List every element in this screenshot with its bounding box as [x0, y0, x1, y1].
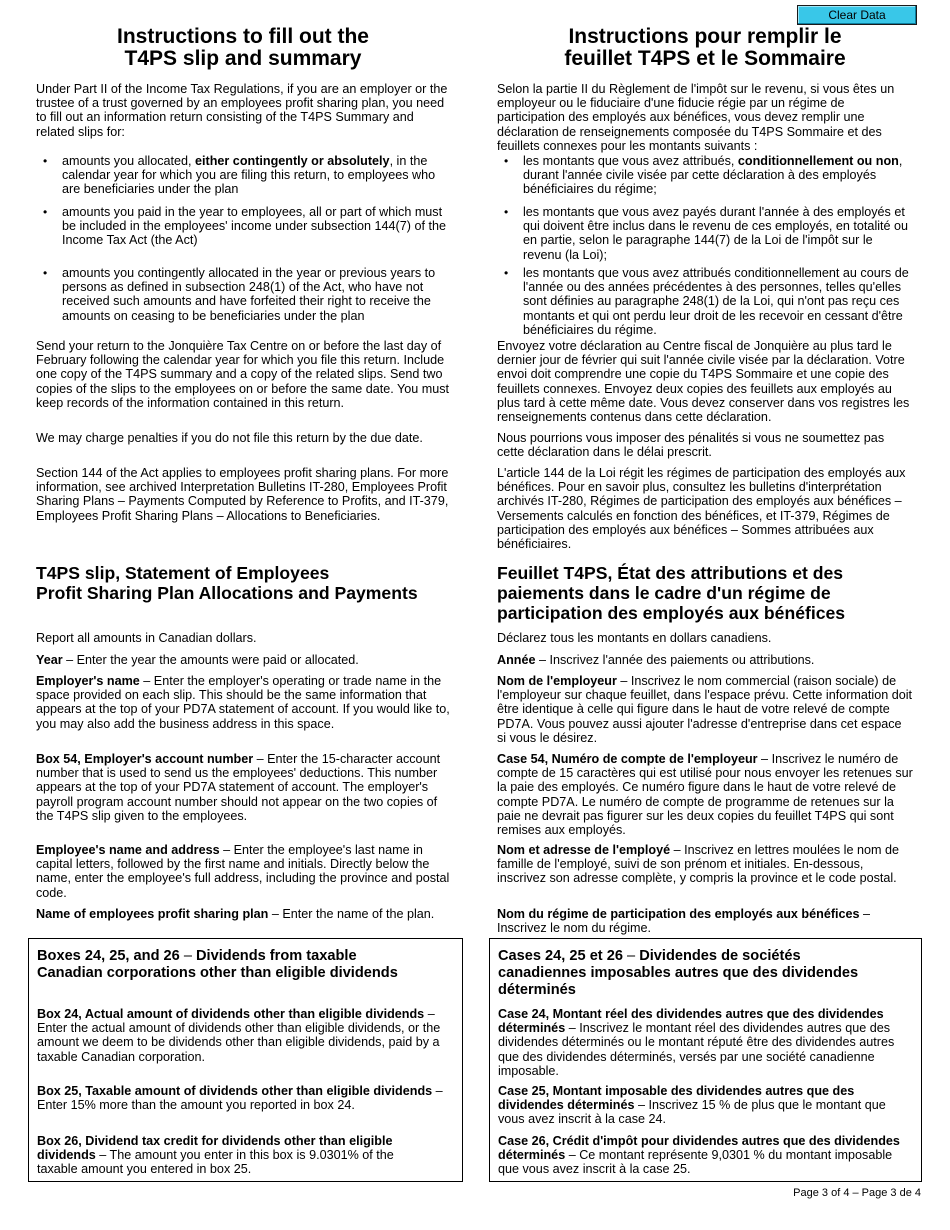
en-box25: Box 25, Taxable amount of dividends other than eligible dividends – Enter 15% more than the amount you reported in box 24.	[37, 1084, 443, 1113]
fr-year: Année – Inscrivez l'année des paiements ou attributions.	[497, 653, 815, 667]
en-report: Report all amounts in Canadian dollars.	[36, 631, 257, 645]
list-item: • amounts you paid in the year to employees, all or part of which must be included in the employees' income under subsection 144(7) of the Income Tax Act (the Act)	[36, 205, 450, 248]
en-box54: Box 54, Employer's account number – Enter the 15-character account number that is used to send us the employees' deductions. This number appears at the top of your PD7A statement of account. The employer's payroll program account number should not appear on the two copies of the T4PS slip given to the employees.	[36, 752, 441, 823]
fr-employer-name: Nom de l'employeur – Inscrivez le nom commercial (raison sociale) de l'employeur sur chaque feuillet, dans l'espace prévu. Cette information doit être identique à celle qui figure dans le haut de votre relevé de compte PD7A. Vous pouvez aussi ajouter l'adresse d'entreprise dans cet espace si vous le désirez.	[497, 674, 913, 745]
en-box24: Box 24, Actual amount of dividends other than eligible dividends – Enter the actual amount of dividends other than eligible dividends, or the amount we deem to be dividends other than eligible dividends, paid by a taxable Canadian corporation.	[37, 1007, 441, 1064]
fr-box25: Case 25, Montant imposable des dividendes autres que des dividendes déterminés – Inscrivez 15 % de plus que le montant que vous avez inscrit à la case 24.	[498, 1084, 886, 1127]
fr-employee-name: Nom et adresse de l'employé – Inscrivez en lettres moulées le nom de famille de l'employé, suivi de son prénom et initiales. En-dessous, inscrivez son adresse complète, y compris la province et le code postal.	[497, 843, 899, 886]
en-send-paragraph: Send your return to the Jonquière Tax Centre on or before the last day of February following the calendar year for which you file this return. Include one copy of the T4PS summary and a copy of the related slips. Send two copies of the slips to the employees on or before the same date. You must keep records of the information contained in this return.	[36, 339, 450, 410]
clear-data-button[interactable]: Clear Data	[797, 5, 917, 25]
fr-box26: Case 26, Crédit d'impôt pour dividendes autres que des dividendes déterminés – Ce montant représente 9,0301 % du montant imposable que vous avez inscrit à la case 25.	[498, 1134, 900, 1177]
en-bullet-list-2	[36, 205, 450, 248]
en-slip-heading: T4PS slip, Statement of Employees Profit Sharing Plan Allocations and Payments	[36, 563, 418, 603]
en-dividends-box	[28, 938, 463, 1182]
en-bullet-list-3	[36, 266, 450, 323]
list-item: • les montants que vous avez attribués, conditionnellement ou non, durant l'année civile visée par cette déclaration à des employés bénéficiaires du régime;	[497, 154, 913, 197]
fr-slip-heading: Feuillet T4PS, État des attributions et des paiements dans le cadre d'un régime de participation des employés aux bénéfices	[497, 563, 846, 623]
en-intro: Under Part II of the Income Tax Regulations, if you are an employer or the trustee of a trust governed by an employees profit sharing plan, you need to fill out an information return consisting of the T4PS Summary and related slips for:	[36, 82, 448, 139]
en-plan-name: Name of employees profit sharing plan – Enter the name of the plan.	[36, 907, 435, 921]
en-dividends-heading: Boxes 24, 25, and 26 – Dividends from taxable Canadian corporations other than eligible dividends	[37, 948, 398, 981]
en-year: Year – Enter the year the amounts were paid or allocated.	[36, 653, 359, 667]
fr-bullet-list-2	[497, 205, 913, 262]
en-box26: Box 26, Dividend tax credit for dividends other than eligible dividends – The amount you enter in this box is 9.0301% of the taxable amount you entered in box 25.	[37, 1134, 394, 1177]
list-item: • les montants que vous avez payés durant l'année à des employés et qui doivent être inclus dans le revenu de ces employés, en totalité ou en partie, selon le paragraphe 144(7) de la Loi de l'impôt sur le revenu (la Loi);	[497, 205, 913, 262]
en-title: Instructions to fill out the T4PS slip and summary	[117, 25, 369, 70]
fr-plan-name: Nom du régime de participation des employés aux bénéfices – Inscrivez le nom du régime.	[497, 907, 871, 936]
en-penalties: We may charge penalties if you do not file this return by the due date.	[36, 431, 423, 445]
fr-bullet-list	[497, 154, 913, 197]
fr-box24: Case 24, Montant réel des dividendes autres que des dividendes déterminés – Inscrivez le montant réel des dividendes autres que des dividendes déterminés ou le montant réputé être des dividendes autres que des dividendes déterminés, versés par une société canadienne imposable.	[498, 1007, 895, 1078]
en-employee-name: Employee's name and address – Enter the employee's last name in capital letters, followed by the first name and initials. Directly below the name, enter the employee's full address, including the province and postal code.	[36, 843, 450, 900]
fr-title: Instructions pour remplir le feuillet T4PS et le Sommaire	[564, 25, 846, 70]
fr-intro: Selon la partie II du Règlement de l'impôt sur le revenu, si vous êtes un employeur ou le fiduciaire d'une fiducie régie par un régime de participation des employés aux bénéfices, vous devez remplir une déclaration de renseignements composée du T4PS Sommaire et des feuillets connexes pour les montants suivants :	[497, 82, 895, 153]
fr-box54: Case 54, Numéro de compte de l'employeur – Inscrivez le numéro de compte de 15 caractères qui est utilisé pour nous envoyer les retenues sur la paie des employés. Ce numéro figure dans le haut de votre relevé de compte PD7A. Le numéro de compte de programme de retenues sur la paie ne devrait pas figurer sur les deux copies du feuillet T4PS qui sont remises aux employés.	[497, 752, 913, 838]
list-item: • les montants que vous avez attribués conditionnellement au cours de l'année ou des années précédentes à des personnes, telles qu'elles sont définies au paragraphe 248(1) de la Loi, qui n'ont pas reçu ces montants et qui ont perdu leur droit de les recevoir en cessant d'être bénéficiaires du régime.	[497, 266, 913, 337]
fr-section-144: L'article 144 de la Loi régit les régimes de participation des employés aux bénéfices. Pour en savoir plus, consultez les bulletins d'interprétation archivés IT-280, Régimes de participation des employés aux bénéfices – Versements calculés en fonction des bénéfices, et IT-379, Régimes de participation des employés aux bénéfices – Sommes attribuées aux bénéficiaires.	[497, 466, 906, 552]
fr-dividends-box	[489, 938, 922, 1182]
fr-send-paragraph: Envoyez votre déclaration au Centre fiscal de Jonquière au plus tard le dernier jour de février qui suit l'année civile visée par la déclaration. Votre envoi doit comprendre une copie du T4PS Sommaire et une copie des feuillets connexes. Envoyez deux copies des feuillets aux employés au plus tard à cette même date. Vous devez conserver dans vos registres les renseignements contenus dans cette déclaration.	[497, 339, 910, 425]
fr-report: Déclarez tous les montants en dollars canadiens.	[497, 631, 772, 645]
fr-dividends-heading: Cases 24, 25 et 26 – Dividendes de sociétés canadiennes imposables autres que des dividendes déterminés	[498, 948, 859, 998]
en-employer-name: Employer's name – Enter the employer's operating or trade name in the space provided on each slip. This should be the same information that appears at the top of your PD7A statement of account. If you would like to, you may also add the business address in this space.	[36, 674, 450, 731]
fr-penalties: Nous pourrions vous imposer des pénalités si vous ne soumettez pas cette déclaration dans le délai prescrit.	[497, 431, 885, 460]
en-section-144: Section 144 of the Act applies to employees profit sharing plans. For more information, see archived Interpretation Bulletins IT-280, Employees Profit Sharing Plans – Payments Computed by Reference to Profits, and IT-379, Employees Profit Sharing Plans – Allocations to Beneficiaries.	[36, 466, 449, 523]
list-item: • amounts you allocated, either contingently or absolutely, in the calendar year for which you are filing this return, to employees who are beneficiaries under the plan	[36, 154, 450, 197]
page-footer: Page 3 of 4 – Page 3 de 4	[793, 1187, 921, 1199]
list-item: • amounts you contingently allocated in the year or previous years to persons as defined in subsection 248(1) of the Act, who have not received such amounts and have forfeited their right to receive the amounts on ceasing to be beneficiaries under the plan	[36, 266, 450, 323]
en-bullet-list	[36, 154, 450, 197]
fr-bullet-list-3	[497, 266, 913, 337]
